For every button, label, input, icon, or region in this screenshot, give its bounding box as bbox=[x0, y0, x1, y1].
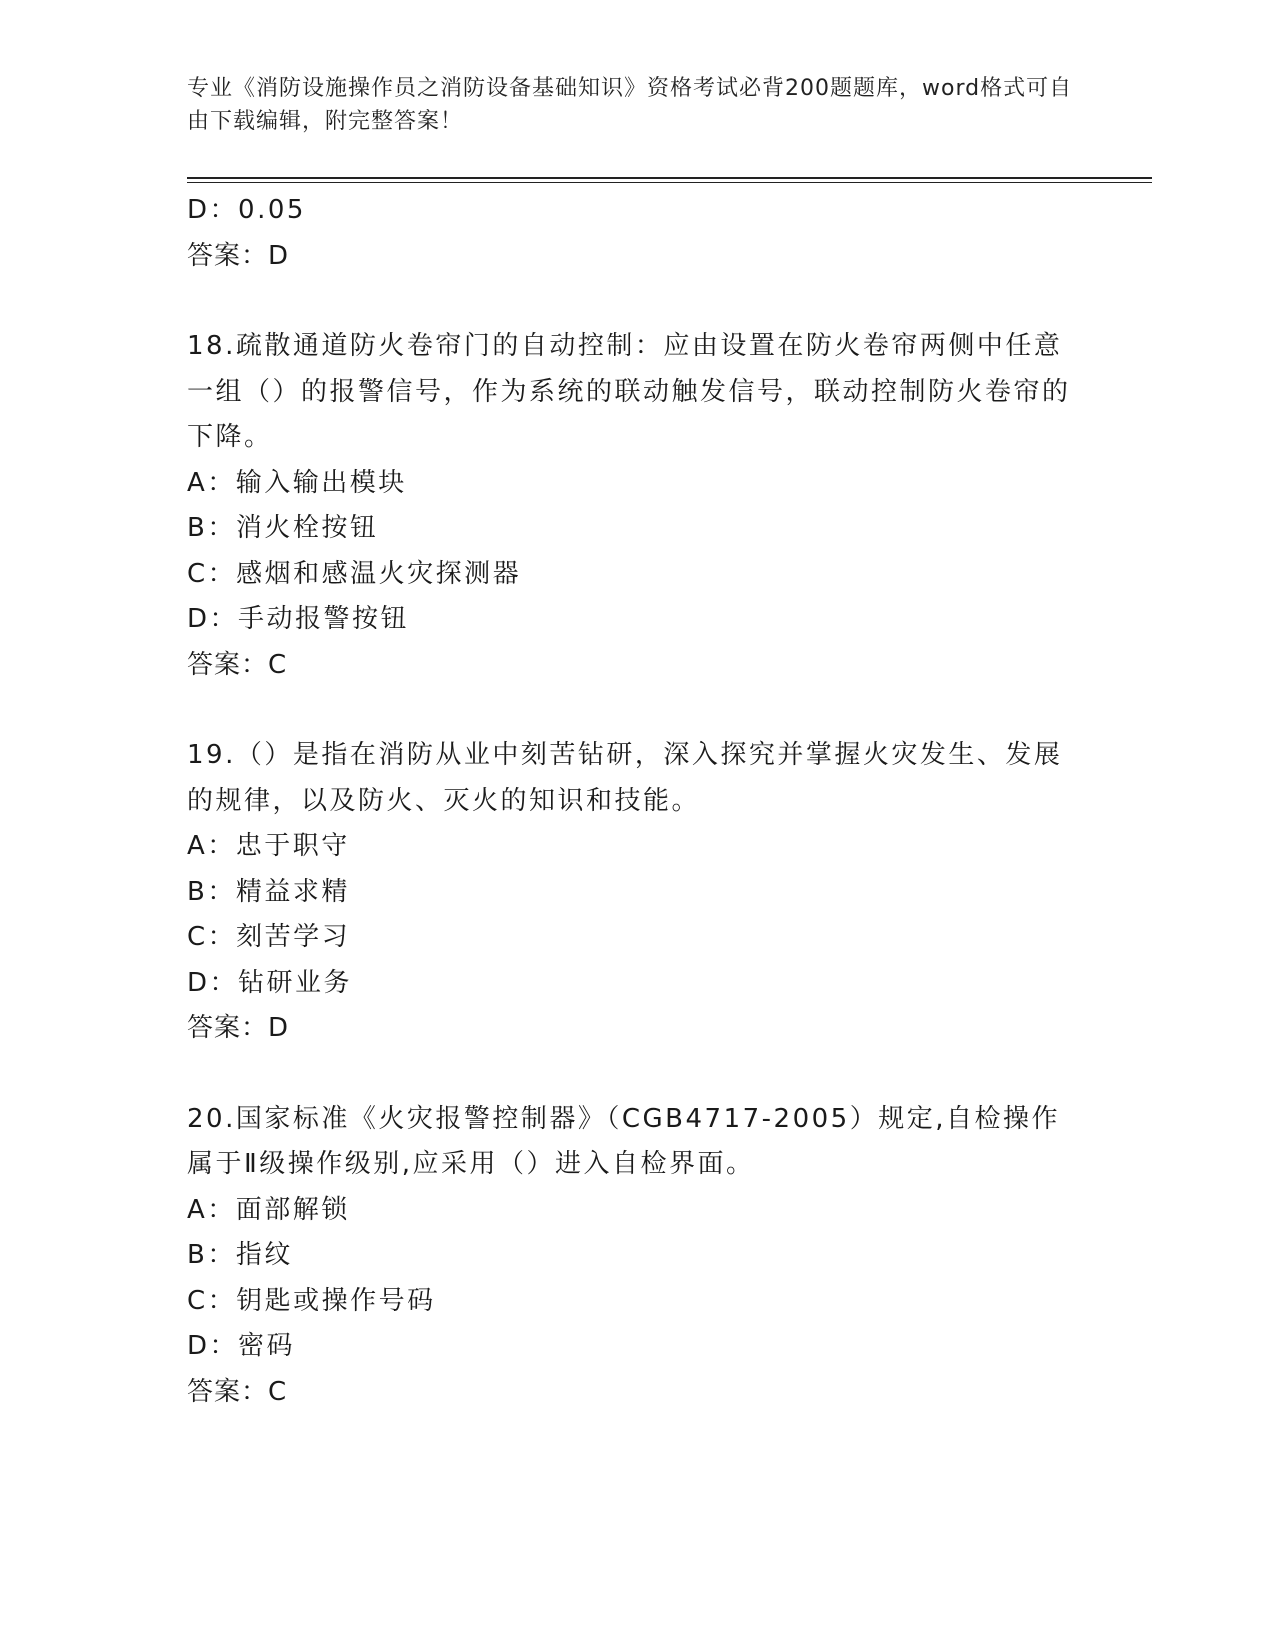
carry-over-block bbox=[187, 188, 1087, 279]
page-header bbox=[187, 72, 1077, 138]
header-text: 专业《消防设施操作员之消防设备基础知识》资格考试必背200题题库，word格式可自由下载编辑，附完整答案！ bbox=[187, 76, 1073, 134]
option-d: D：钻研业务 bbox=[187, 967, 353, 998]
option-d: D：0.05 bbox=[187, 195, 306, 225]
answer: 答案：D bbox=[187, 240, 290, 271]
header-double-rule bbox=[187, 177, 1152, 183]
option-c: C：钥匙或操作号码 bbox=[187, 1285, 436, 1316]
option-a: A：输入输出模块 bbox=[187, 467, 407, 498]
question-20 bbox=[187, 1097, 1087, 1416]
option-b: B：指纹 bbox=[187, 1240, 293, 1270]
answer: 答案：C bbox=[187, 1376, 288, 1407]
option-a: A：面部解锁 bbox=[187, 1194, 350, 1225]
question-stem: 18.疏散通道防火卷帘门的自动控制：应由设置在防火卷帘两侧中任意一组（）的报警信号，作为系统的联动触发信号，联动控制防火卷帘的下降。 bbox=[187, 331, 1071, 452]
question-18 bbox=[187, 324, 1087, 688]
option-b: B：消火栓按钮 bbox=[187, 513, 379, 543]
option-d: D：密码 bbox=[187, 1331, 296, 1361]
option-b: B：精益求精 bbox=[187, 876, 350, 907]
document-body bbox=[187, 188, 1087, 1415]
option-d: D：手动报警按钮 bbox=[187, 604, 410, 634]
option-a: A：忠于职守 bbox=[187, 831, 350, 861]
option-c: C：刻苦学习 bbox=[187, 922, 351, 952]
answer: 答案：D bbox=[187, 1013, 290, 1043]
question-19 bbox=[187, 733, 1087, 1052]
question-stem: 20.国家标准《火灾报警控制器》（CGB4717-2005）规定,自检操作属于Ⅱ级操作级别,应采用（）进入自检界面。 bbox=[187, 1103, 1060, 1179]
answer: 答案：C bbox=[187, 649, 288, 680]
question-stem: 19.（）是指在消防从业中刻苦钻研，深入探究并掌握火灾发生、发展的规律，以及防火、灭火的知识和技能。 bbox=[187, 740, 1063, 816]
option-c: C：感烟和感温火灾探测器 bbox=[187, 558, 522, 589]
